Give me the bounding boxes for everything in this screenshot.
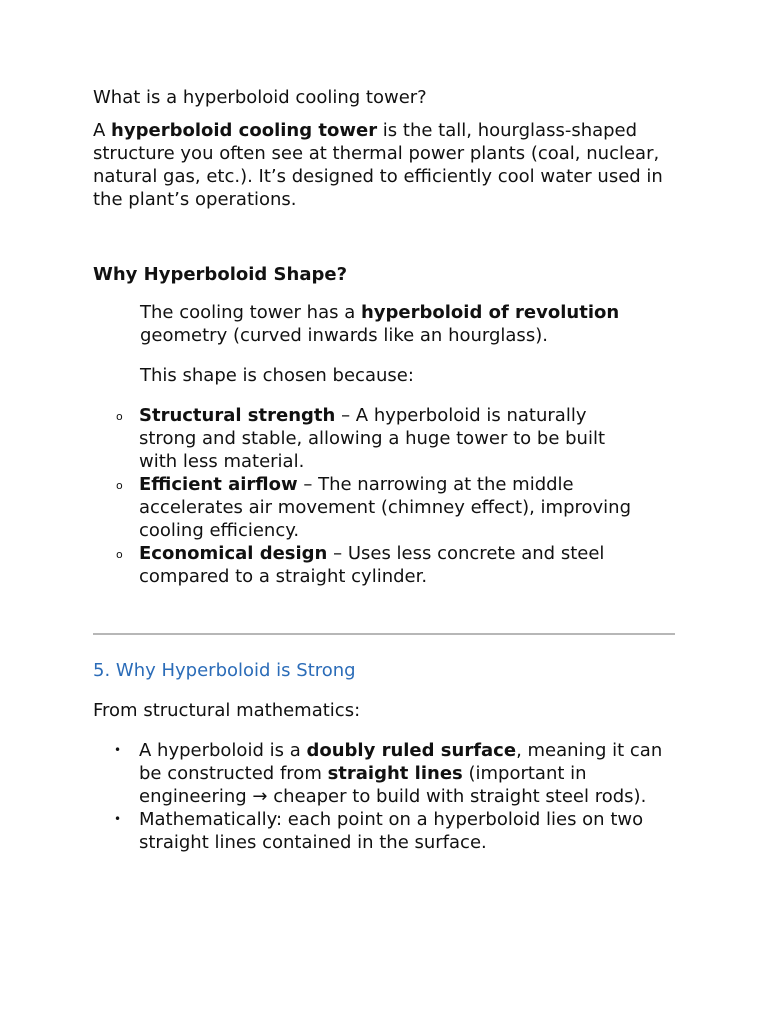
item-mid: , meaning it can be constructed from <box>139 740 663 784</box>
reason-text: – A hyperboloid is naturally strong and stable, allowing a huge tower to be built with less material. <box>139 405 606 472</box>
shape-explanation-block <box>140 301 640 387</box>
geometry-rest: geometry (curved inwards like an hourglass). <box>140 325 548 346</box>
intro-paragraph <box>93 119 683 211</box>
reason-title: Structural strength <box>139 405 336 426</box>
list-item <box>116 542 639 588</box>
item-rest: (important in engineering → cheaper to build with straight steel rods). <box>139 763 647 807</box>
dot-bullet-icon: • <box>114 743 122 757</box>
section-heading-why-strong: 5. Why Hyperboloid is Strong <box>93 660 356 681</box>
list-item <box>114 739 679 808</box>
intro-lead: A <box>93 120 112 141</box>
list-item <box>116 473 639 542</box>
circle-bullet-icon: o <box>116 479 123 492</box>
section-heading-why-shape: Why Hyperboloid Shape? <box>93 264 348 285</box>
question-title: What is a hyperboloid cooling tower? <box>93 87 427 108</box>
list-item <box>114 808 679 854</box>
reason-title: Efficient airflow <box>139 474 298 495</box>
reason-title: Economical design <box>139 543 328 564</box>
horizontal-divider <box>93 633 675 635</box>
item-lead: A hyperboloid is a <box>139 740 307 761</box>
chosen-because-line: This shape is chosen because: <box>140 365 414 386</box>
intro-rest: is the tall, hourglass-shaped structure you often see at thermal power plants (coal, nuclear, natural gas, etc.). It’s designed to efficiently cool water used in the plant’s operations. <box>93 120 663 210</box>
item-bold-term: straight lines <box>327 763 463 784</box>
item-bold-term: doubly ruled surface <box>306 740 517 761</box>
from-structural-line: From structural mathematics: <box>93 700 361 721</box>
strength-list <box>93 739 679 854</box>
intro-bold-term: hyperboloid cooling tower <box>111 120 378 141</box>
reasons-list <box>93 404 639 588</box>
document-page <box>93 86 683 854</box>
list-item <box>116 404 639 473</box>
geometry-bold-term: hyperboloid of revolution <box>360 302 620 323</box>
dot-bullet-icon: • <box>114 812 122 826</box>
geometry-lead: The cooling tower has a <box>140 302 361 323</box>
reason-text: – Uses less concrete and steel compared to a straight cylinder. <box>139 543 605 587</box>
item-text: Mathematically: each point on a hyperboloid lies on two straight lines contained in the surface. <box>139 809 644 853</box>
geometry-paragraph <box>140 301 640 347</box>
circle-bullet-icon: o <box>116 410 123 423</box>
circle-bullet-icon: o <box>116 548 123 561</box>
reason-text: – The narrowing at the middle accelerates air movement (chimney effect), improving cooling efficiency. <box>139 474 632 541</box>
